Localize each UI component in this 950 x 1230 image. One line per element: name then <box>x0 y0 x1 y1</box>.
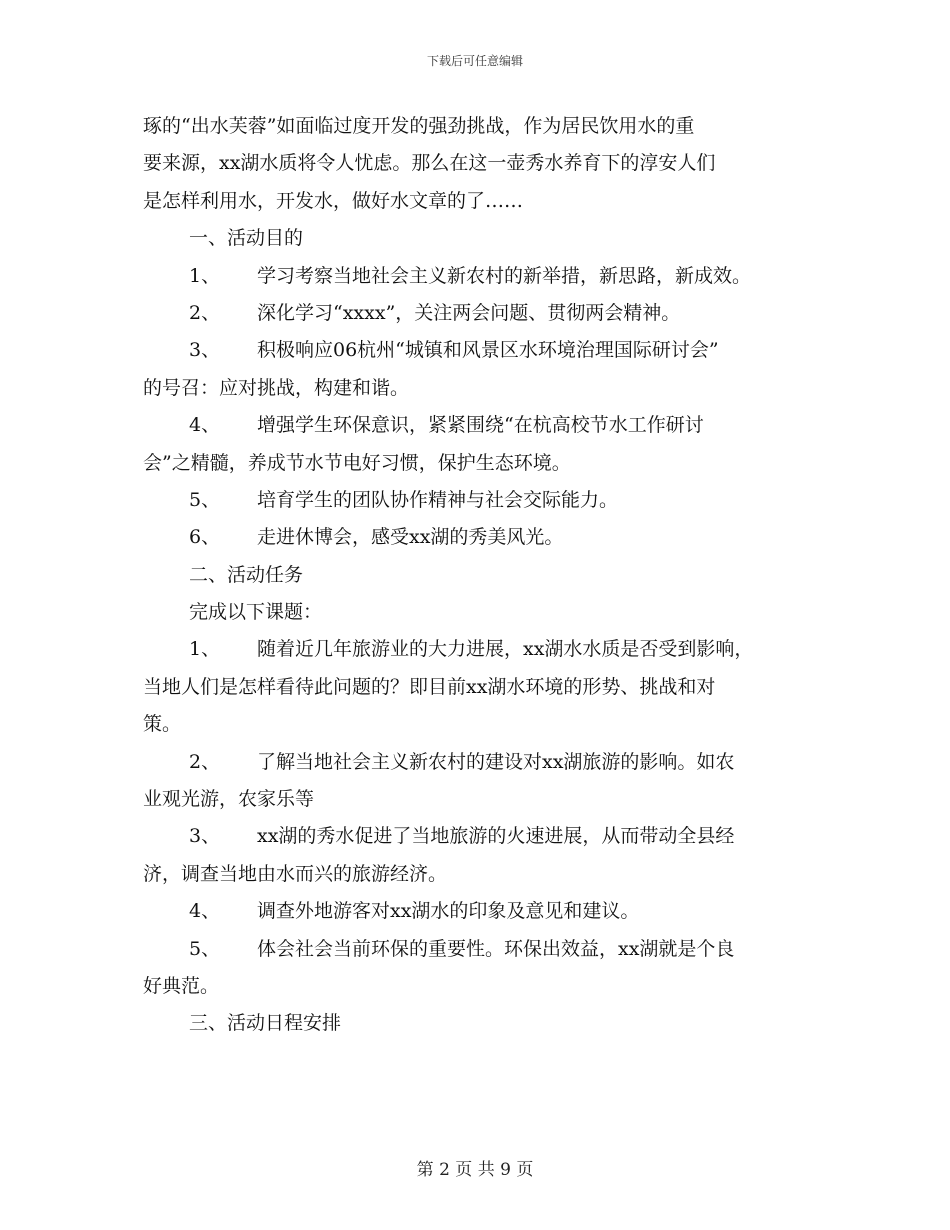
item-number: 5、 <box>189 937 221 960</box>
intro-line: 要来源，xx湖水质将令人忧虑。那么在这一壶秀水养育下的淳安人们 <box>143 152 716 175</box>
item-text: xx湖的秀水促进了当地旅游的火速进展，从而带动全县经 <box>257 825 735 848</box>
page-header-note: 下载后可任意编辑 <box>426 54 523 68</box>
item-number: 6、 <box>189 526 221 549</box>
item-continuation: 策。 <box>143 713 182 736</box>
item-text: 体会社会当前环保的重要性。环保出效益，xx湖就是个良 <box>257 937 735 960</box>
section-heading-schedule: 三、活动日程安排 <box>189 1012 342 1035</box>
intro-line: 琢的“出水芙蓉”如面临过度开发的强劲挑战，作为居民饮用水的重 <box>143 115 695 137</box>
item-number: 2、 <box>189 750 221 773</box>
list-item <box>143 482 813 519</box>
item-text: 调查外地游客对xx湖水的印象及意见和建议。 <box>257 900 640 923</box>
item-continuation: 会”之精髓，养成节水节电好习惯，保护生态环境。 <box>143 451 571 474</box>
item-continuation: 济，调查当地由水而兴的旅游经济。 <box>143 862 448 885</box>
item-text: 走进休博会，感受xx湖的秀美风光。 <box>257 526 564 549</box>
item-continuation: 的号召：应对挑战，构建和谐。 <box>143 376 410 399</box>
item-continuation: 当地人们是怎样看待此问题的？即目前xx湖水环境的形势、挑战和对 <box>143 675 716 698</box>
list-item <box>143 295 813 332</box>
item-text: 学习考察当地社会主义新农村的新举措，新思路，新成效。 <box>257 264 752 287</box>
item-text: 深化学习“xxxx”，关注两会问题、贯彻两会精神。 <box>257 301 681 324</box>
list-item <box>143 931 813 968</box>
list-item <box>143 744 813 781</box>
item-number: 5、 <box>189 488 221 511</box>
item-text: 培育学生的团队协作精神与社会交际能力。 <box>257 488 619 511</box>
item-text: 增强学生环保意识，紧紧围绕“在杭高校节水工作研讨 <box>257 414 704 437</box>
item-number: 4、 <box>189 900 221 923</box>
page-number: 第 2 页 共 9 页 <box>416 1160 534 1180</box>
item-text: 随着近几年旅游业的大力进展，xx湖水水质是否受到影响， <box>257 638 754 661</box>
list-item <box>143 332 813 369</box>
list-item <box>143 893 813 930</box>
item-number: 1、 <box>189 638 221 661</box>
list-item <box>143 258 813 295</box>
list-item <box>143 631 813 668</box>
item-continuation: 业观光游，农家乐等 <box>143 788 315 811</box>
item-number: 1、 <box>189 264 221 287</box>
list-item <box>143 818 813 855</box>
item-continuation: 好典范。 <box>143 974 220 997</box>
section-heading-tasks: 二、活动任务 <box>189 563 304 586</box>
item-text: 积极响应06杭州“城镇和风景区水环境治理国际研讨会” <box>257 339 719 362</box>
item-number: 2、 <box>189 301 221 324</box>
item-number: 3、 <box>189 339 221 362</box>
item-number: 3、 <box>189 825 221 848</box>
document-body <box>143 108 813 1043</box>
intro-line: 是怎样利用水，开发水，做好水文章的了…… <box>143 189 524 212</box>
list-item <box>143 407 813 444</box>
list-item <box>143 519 813 556</box>
section-subheading: 完成以下课题： <box>189 601 323 624</box>
item-number: 4、 <box>189 414 221 437</box>
section-heading-purpose: 一、活动目的 <box>189 227 304 250</box>
item-text: 了解当地社会主义新农村的建设对xx湖旅游的影响。如农 <box>257 750 735 773</box>
